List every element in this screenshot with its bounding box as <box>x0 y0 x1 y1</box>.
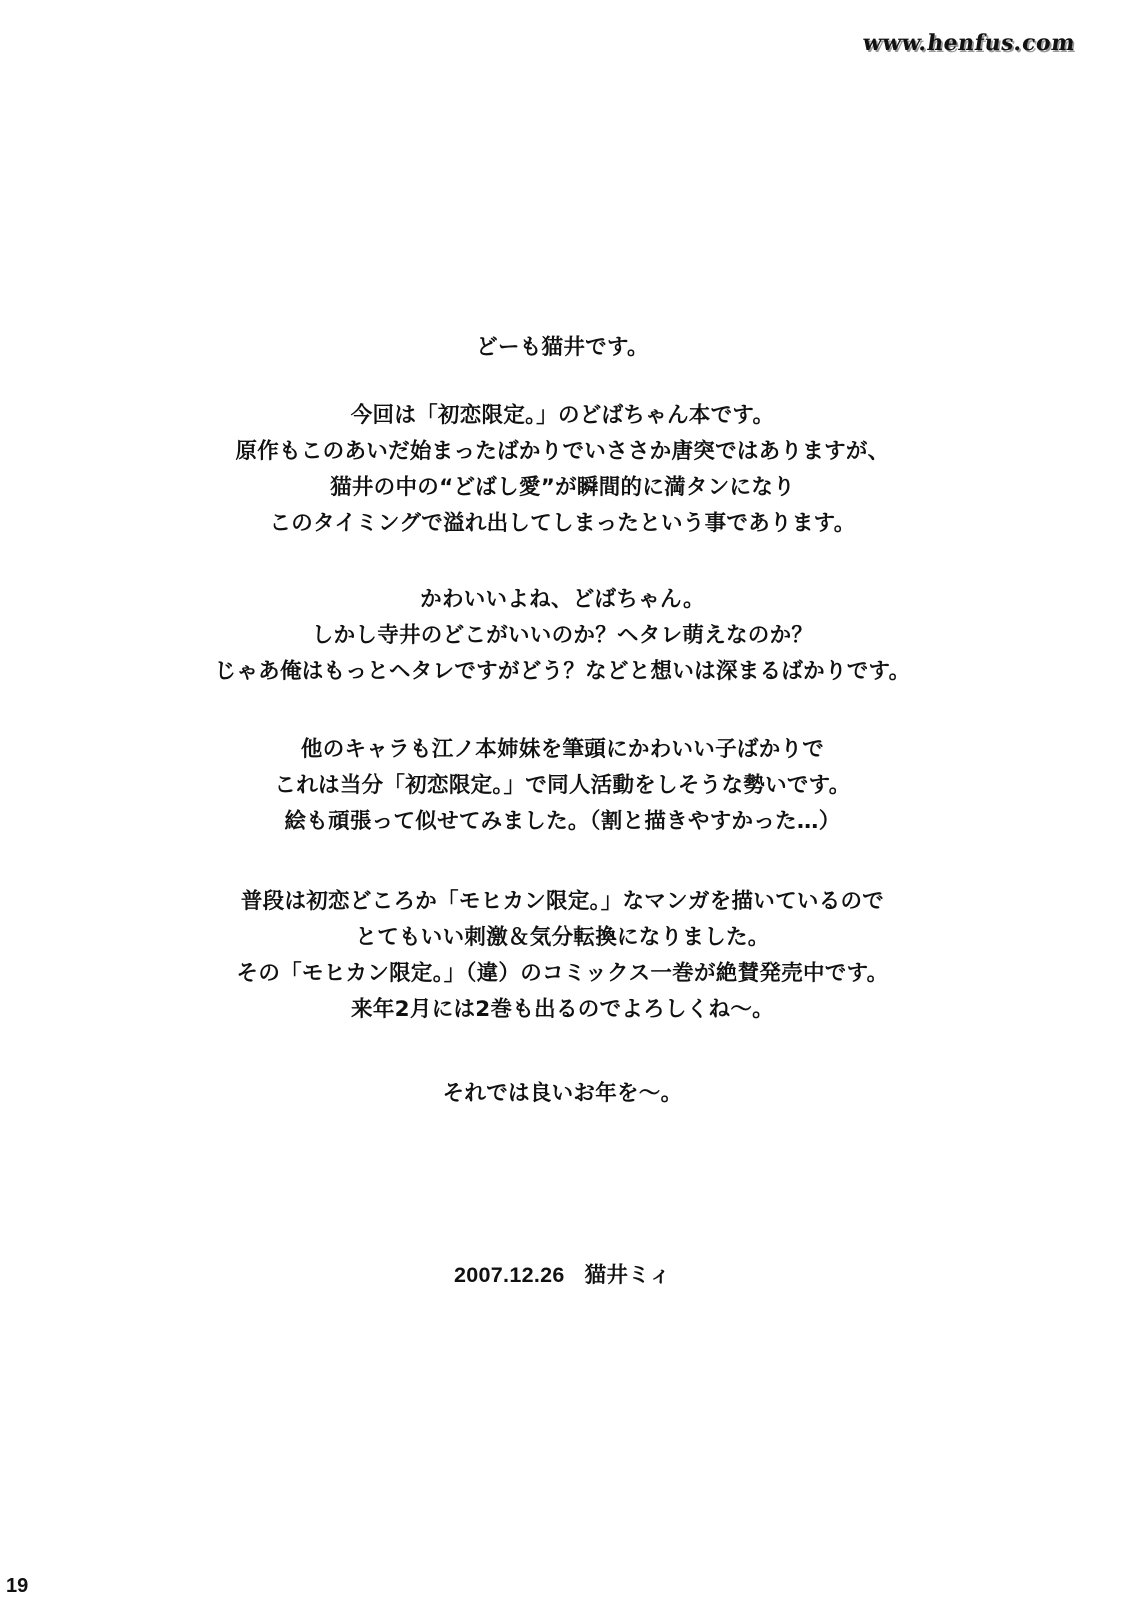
text-line: 猫井の中の“どばし愛”が瞬間的に満タンになり <box>330 475 795 500</box>
paragraph-intro <box>0 398 1125 542</box>
paragraph-other-characters <box>0 732 1125 840</box>
text-line: その「モヒカン限定。」（違）のコミックス一巻が絶賛発売中です。 <box>236 961 889 986</box>
signature-date: 2007.12.26 <box>454 1263 565 1287</box>
text-line: かわいいよね、どばちゃん。 <box>420 587 705 612</box>
text-line: これは当分「初恋限定。」で同人活動をしそうな勢いです。 <box>274 773 851 798</box>
text-line: このタイミングで溢れ出してしまったという事であります。 <box>269 511 856 536</box>
text-line: 絵も頑張って似せてみました。（割と描きやすかった…） <box>284 809 841 834</box>
text-line: しかし寺井のどこがいいのか？ヘタレ萌えなのか？ <box>311 623 814 648</box>
text-line: それでは良いお年を～。 <box>442 1081 683 1106</box>
text-line: 原作もこのあいだ始まったばかりでいささか唐突ではありますが、 <box>235 439 890 464</box>
text-line: とてもいい刺激＆気分転換になりました。 <box>355 925 770 950</box>
text-line: じゃあ俺はもっとヘタレですがどう？などと想いは深まるばかりです。 <box>214 659 911 684</box>
text-line: どーも猫井です。 <box>476 335 649 360</box>
paragraph-closing <box>0 1076 1125 1112</box>
text-line: 普段は初恋どころか「モヒカン限定。」なマンガを描いているので <box>240 889 885 914</box>
signature <box>0 1258 1125 1289</box>
paragraph-greeting <box>0 330 1125 366</box>
watermark-text: www.henfus.com <box>861 30 1077 56</box>
signature-author: 猫井ミィ <box>584 1263 671 1288</box>
text-line: 来年2月には2巻も出るのでよろしくね～。 <box>351 997 774 1022</box>
text-line: 他のキャラも江ノ本姉妹を筆頭にかわいい子ばかりで <box>300 737 825 762</box>
paragraph-announcement <box>0 884 1125 1028</box>
page-number: 19 <box>6 1575 29 1597</box>
paragraph-character <box>0 582 1125 690</box>
text-line: 今回は「初恋限定。」のどばちゃん本です。 <box>350 403 775 428</box>
